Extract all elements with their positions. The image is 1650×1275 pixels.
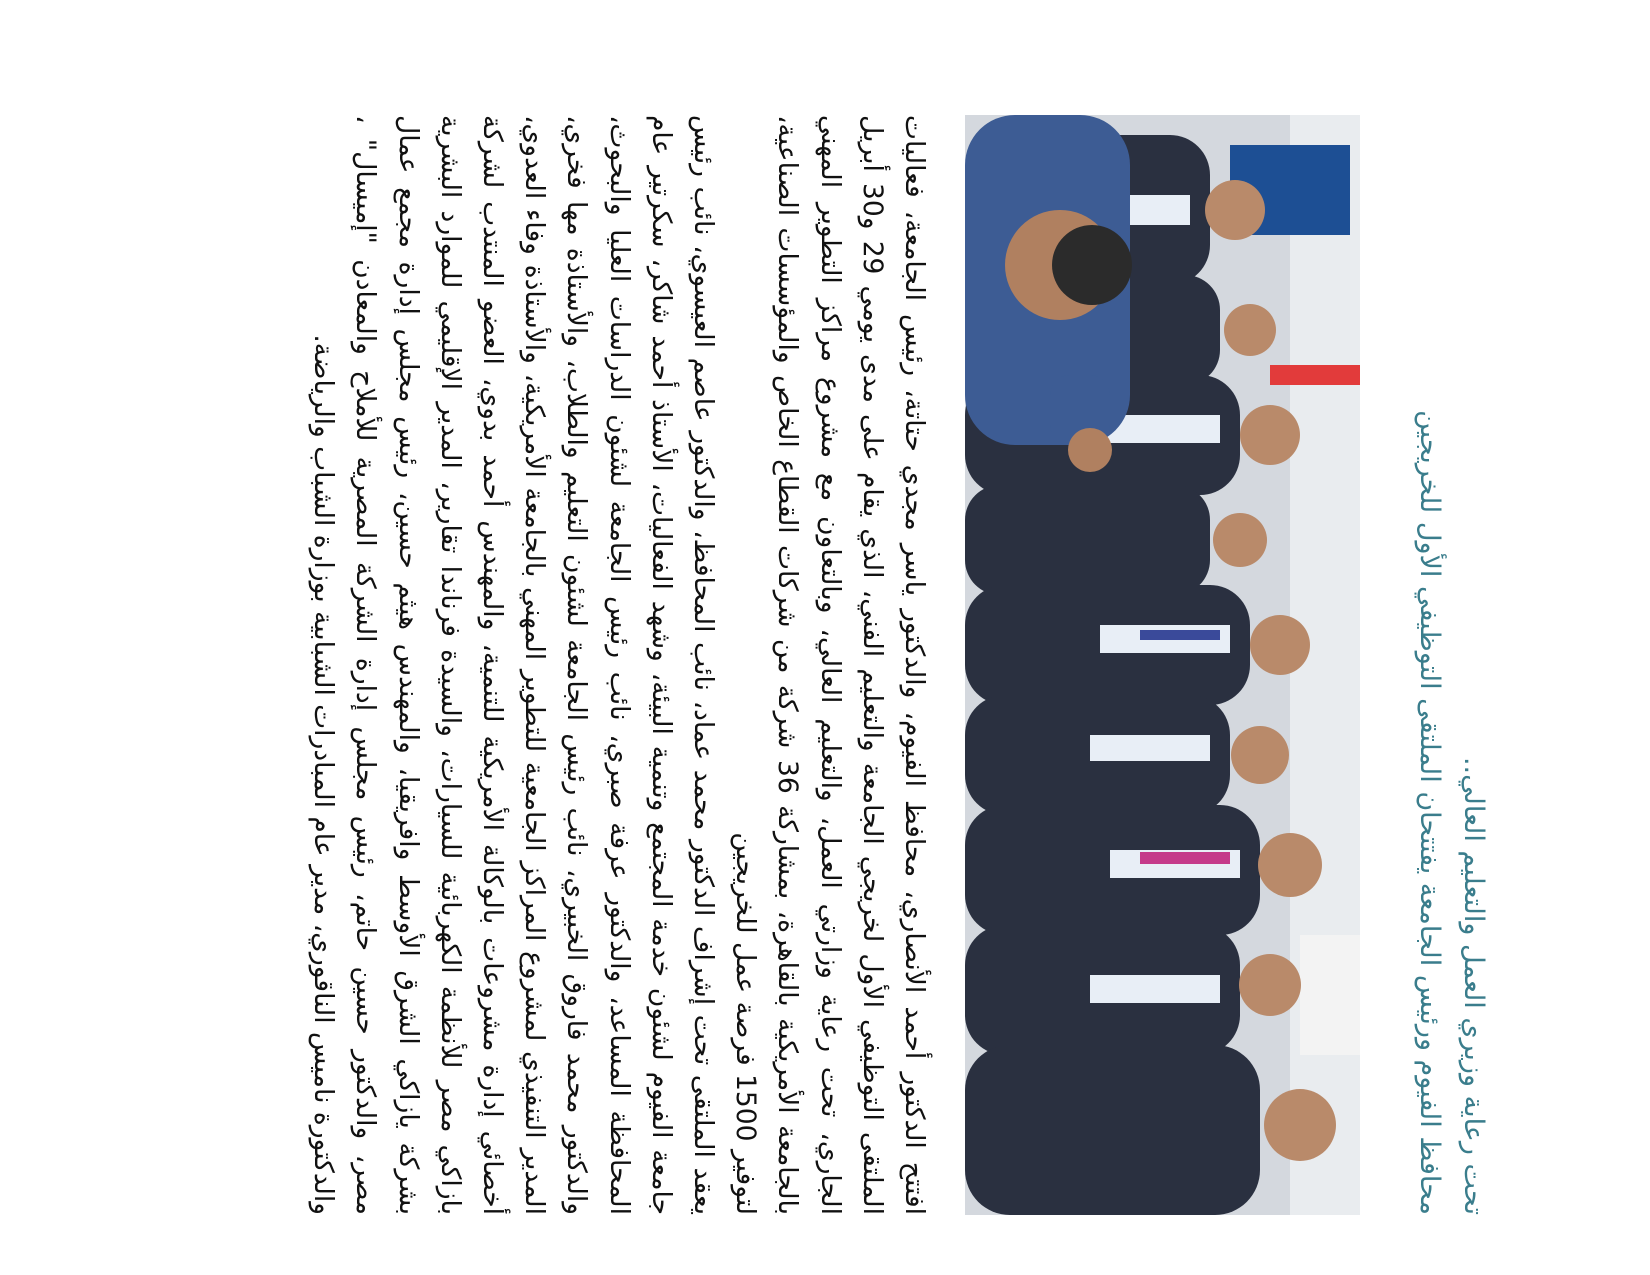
- headline-line-1: تحت رعاية وزيري العمل والتعليم العالي..: [1458, 756, 1489, 1215]
- article-paragraph-2: يعقد الملتقى تحت إشراف الدكتور محمد عماد، نائب المحافظ، والدكتور عاصم العيسوي، نائب رئيس جامعة الفيوم لشئون خدمة المجتمع وتنمية البيئة، وشهد الفعاليات، الأستاذ أحمد شاكر، سكرتير عام المحافظة المساعد، والدكتور عرفة صبري، نائب رئيس الجامعة لشئون الدراسات العليا والبحوث، والدكتور محمد فاروق الخبيري، نائب رئيس الجامعة لشئون التعليم والطلاب، والأستاذة مها فخري، المدير التنفيذي لمشروع المراكز الجامعية للتطوير المهني بالجامعة الأمريكية، والأستاذة وفاء العدوي، أخصائي إدارة مشروعات بالوكالة الأمريكية للتنمية، والمهندس أحمد بدوي، العضو المنتدب لشركة بازاكي مصر للأنظمة الكهربائية للسيارات، والسيدة فرناندا تقارير، المدير الإقليمي للموارد البشرية بشركة يازاكي الشرق الأوسط وافريقيا، والمهندس هيثم حسين، رئيس مجلس إدارة مجمع عمال مصر، والدكتور حسين حاتم، رئيس مجلس إدارة الشركة المصرية للأملاح والمعادن "إميسال" ، والدكتورة ناميس الناقوري، مدير عام المبادرات الشبابية بوزارة الشباب والرياضة.: [308, 115, 719, 1215]
- headline-line-2: محافظ الفيوم ورئيس الجامعة يفتتحان الملتقى التوظيفي الأول للخريجين: [1414, 410, 1445, 1215]
- press-photo-icon: [965, 115, 1360, 1215]
- rotated-page: [195, 115, 1495, 1215]
- press-photo: [965, 115, 1360, 1215]
- article-body: [302, 115, 935, 1215]
- headline: [1407, 115, 1495, 1215]
- article-paragraph-1: افتتح الدكتور أحمد الأنصاري، محافظ الفيوم، والدكتور ياسر مجدي حتاتة، رئيس الجامعة، فعاليات الملتقى التوظيفي الأول لخريجي الجامعة والتعليم الفني، الذي يقام على مدى يومي 29 و30 أبريل الجاري، تحت رعاية وزارتي العمل، والتعليم العالي، وبالتعاون مع مشروع مراكز التطوير المهني بالجامعة الأمريكية بالقاهرة، بمشاركة 36 شركة من شركات القطاع الخاص والمؤسسات الصناعية، لتوفير 1500 فرصة عمل للخريجين: [730, 115, 930, 1215]
